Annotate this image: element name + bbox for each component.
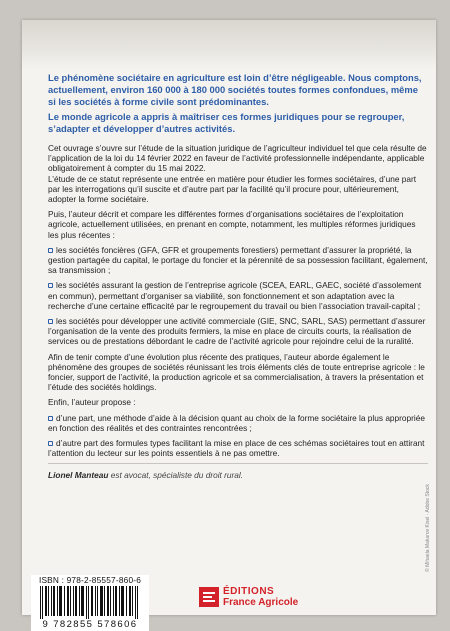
bullet-item-4 [48, 413, 428, 433]
publisher-emblem-icon [199, 587, 219, 607]
bullet-text-3: les sociétés pour développer une activité commerciale (GIE, SNC, SARL, SAS) permettant d’assurer l’organisation de la vente des produits fermiers, la mise en place de circuits courts, la réalisation de services ou de prestations débordant le cadre de l’activité agricole pour rejoindre celui de la ruralité. [48, 316, 426, 347]
publisher-logo [199, 583, 298, 610]
author-name: Lionel Manteau [48, 470, 109, 481]
barcode-block [31, 575, 149, 631]
barcode-number: 9 782855 578606 [42, 619, 138, 630]
body-paragraph-1 [48, 143, 428, 204]
isbn-label: ISBN : 978-2-85557-860-6 [38, 575, 142, 585]
bullet-item-2 [48, 280, 428, 311]
lead-paragraph-1: Le phénomène sociétaire en agriculture est loin d’être négligeable. Nous comptons, actuellement, environ 160 000 à 180 000 sociétés toutes formes confondues, même si les sociétés à forme civile sont prédominantes. [48, 72, 422, 107]
back-cover [22, 20, 436, 630]
back-cover-text [48, 72, 428, 481]
author-description: est avocat, spécialiste du droit rural. [110, 470, 244, 481]
divider [48, 463, 428, 464]
bullet-text-2: les sociétés assurant la gestion de l’entreprise agricole (SCEA, EARL, GAEC, société d’assolement en commun), permettant d’organiser sa viabilité, son fonctionnement et son adaptation avec la recherche d’une certaine efficacité par le regroupement du travail ou bien l’association travail-capital ; [48, 280, 422, 311]
bullet-text-4: d’une part, une méthode d’aide à la décision quant au choix de la forme sociétaire la plus appropriée en fonction des réalités et des contraintes rencontrées ; [48, 412, 425, 433]
top-band [22, 20, 436, 70]
bullet-item-1 [48, 245, 428, 276]
photo-credit: © Mihaela Makarov Kisel · Adobe Stock [425, 484, 431, 572]
body-paragraph-2-text: L’étude de ce statut représente une entrée en matière pour étudier les formes sociétaires, d’une part par les interrogations qu’il suscite et d’autre part par la facilité qu’il procure pour, ultérieurement, adopter la forme sociétaire. [48, 173, 417, 204]
bullet-text-5: d’autre part des formules types facilitant la mise en place de ces schémas sociétaires tout en attirant l’attention du lecteur sur les points essentiels à ne pas omettre. [48, 438, 425, 459]
body-paragraph-3: Puis, l’auteur décrit et compare les différentes formes d’organisations sociétaires de l’exploitation agricole, actuellement utilisées, en prenant en compte, notamment, les multiples réformes juridiques les plus récentes : [48, 209, 416, 240]
bullet-text-1: les sociétés foncières (GFA, GFR et groupements forestiers) permettant d’assurer la propriété, la gestion partagée du capital, le portage du foncier et la pérennité de sa possession facilitant, également, sa transmission ; [48, 244, 428, 276]
bullet-item-5 [48, 438, 428, 458]
bullet-square-icon [48, 319, 53, 324]
bullet-square-icon [48, 441, 53, 446]
body-paragraph-5: Enfin, l’auteur propose : [48, 397, 136, 408]
bullet-square-icon [48, 283, 53, 288]
bullet-square-icon [48, 248, 53, 253]
bullet-square-icon [48, 416, 53, 421]
body-paragraph-4: Afin de tenir compte d’une évolution plus récente des pratiques, l’auteur aborde également le phénomène des groupes de sociétés réunissant les trois éléments clés de toute entreprise agricole : le foncier, support de l’activité, la production agricole et sa commercialisation, à travers la présentation et l’étude des sociétés holdings. [48, 351, 425, 393]
author-note [48, 470, 428, 480]
lead-paragraph-2: Le monde agricole a appris à maîtriser ces formes juridiques pour se regrouper, s’adapter et développer d’autres activités. [48, 111, 405, 135]
publisher-name [223, 586, 298, 608]
publisher-line-2: France Agricole [223, 596, 299, 608]
bullet-item-3 [48, 316, 428, 347]
publisher-line-1: ÉDITIONS [223, 585, 275, 597]
barcode-icon [40, 586, 140, 619]
body-paragraph-1-text: Cet ouvrage s’ouvre sur l’étude de la situation juridique de l’agriculteur individuel tel que cela résulte de l’application de la loi du 14 février 2022 en faveur de l’activité professionnelle indépendante, applicable obligatoirement à compter du 15 mai 2022. [48, 142, 427, 174]
